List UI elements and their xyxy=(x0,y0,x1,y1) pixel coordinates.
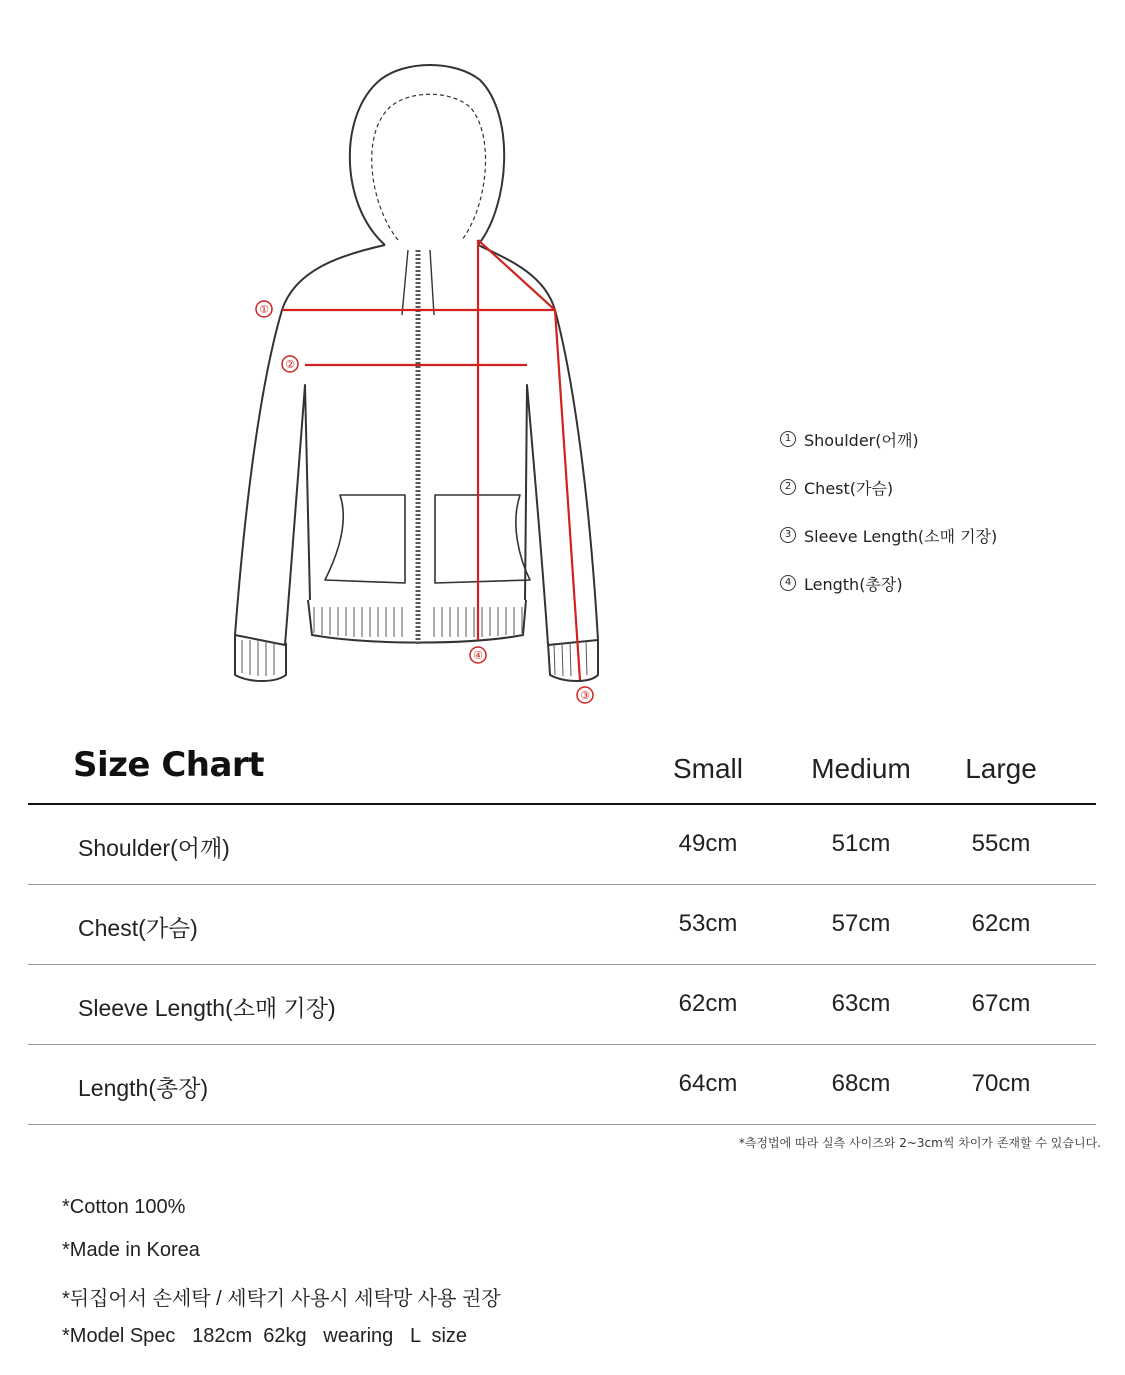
size-chart-title: Size Chart xyxy=(73,745,264,785)
table-header xyxy=(28,735,1096,805)
row-label: Shoulder(어깨) xyxy=(78,835,230,861)
legend-item-chest xyxy=(780,463,1100,511)
legend-number: 4 xyxy=(780,575,796,591)
hoodie-illustration xyxy=(220,55,620,715)
column-header-large: Large xyxy=(965,753,1037,784)
table-row xyxy=(28,965,1096,1045)
cell-large: 67cm xyxy=(971,990,1031,1017)
marker-1: ① xyxy=(259,303,269,316)
cell-large: 55cm xyxy=(971,830,1031,857)
cell-medium: 57cm xyxy=(831,910,891,937)
measurement-disclaimer: *측정법에 따라 실측 사이즈와 2~3cm씩 차이가 존재할 수 있습니다. xyxy=(738,1136,1101,1150)
legend-number: 2 xyxy=(780,479,796,495)
legend-label: Chest(가슴) xyxy=(804,478,894,498)
cell-small: 53cm xyxy=(678,910,738,937)
marker-4: ④ xyxy=(473,649,483,662)
hood-inner xyxy=(372,94,486,240)
cell-medium: 63cm xyxy=(831,990,891,1017)
cell-small: 49cm xyxy=(678,830,738,857)
measurement-legend xyxy=(780,415,1100,607)
cell-medium: 51cm xyxy=(831,830,891,857)
hood-outline xyxy=(350,65,504,245)
measure-sleeve-line xyxy=(478,240,580,680)
cell-small: 64cm xyxy=(678,1070,738,1097)
legend-item-length xyxy=(780,559,1100,607)
table-row xyxy=(28,805,1096,885)
kangaroo-pocket xyxy=(325,495,530,583)
legend-label: Sleeve Length(소매 기장) xyxy=(804,526,998,546)
size-chart-table xyxy=(28,735,1096,1125)
legend-number: 1 xyxy=(780,431,796,447)
column-header-medium: Medium xyxy=(811,753,911,784)
cell-large: 62cm xyxy=(971,910,1031,937)
marker-2: ② xyxy=(285,358,295,371)
column-header-small: Small xyxy=(672,753,743,784)
note-origin: *Made in Korea xyxy=(62,1239,200,1261)
legend-label: Length(총장) xyxy=(804,574,903,594)
cell-small: 62cm xyxy=(678,990,738,1017)
row-label: Length(총장) xyxy=(78,1075,209,1101)
note-material: *Cotton 100% xyxy=(62,1196,186,1218)
cell-medium: 68cm xyxy=(831,1070,891,1097)
row-label: Chest(가슴) xyxy=(78,915,198,941)
table-row xyxy=(28,885,1096,965)
legend-label: Shoulder(어깨) xyxy=(804,430,919,450)
legend-item-shoulder xyxy=(780,415,1100,463)
legend-item-sleeve xyxy=(780,511,1100,559)
marker-3: ③ xyxy=(580,689,590,702)
legend-number: 3 xyxy=(780,527,796,543)
cell-large: 70cm xyxy=(971,1070,1031,1097)
cuff-right xyxy=(548,640,598,681)
body-right xyxy=(478,245,598,645)
table-row xyxy=(28,1045,1096,1125)
note-care: *뒤집어서 손세탁 / 세탁기 사용시 세탁망 사용 권장 xyxy=(62,1288,501,1310)
product-notes xyxy=(62,1196,501,1368)
note-model-spec: *Model Spec 182cm 62kg wearing L size xyxy=(62,1325,468,1347)
cuff-left xyxy=(235,635,286,681)
row-label: Sleeve Length(소매 기장) xyxy=(78,995,336,1021)
